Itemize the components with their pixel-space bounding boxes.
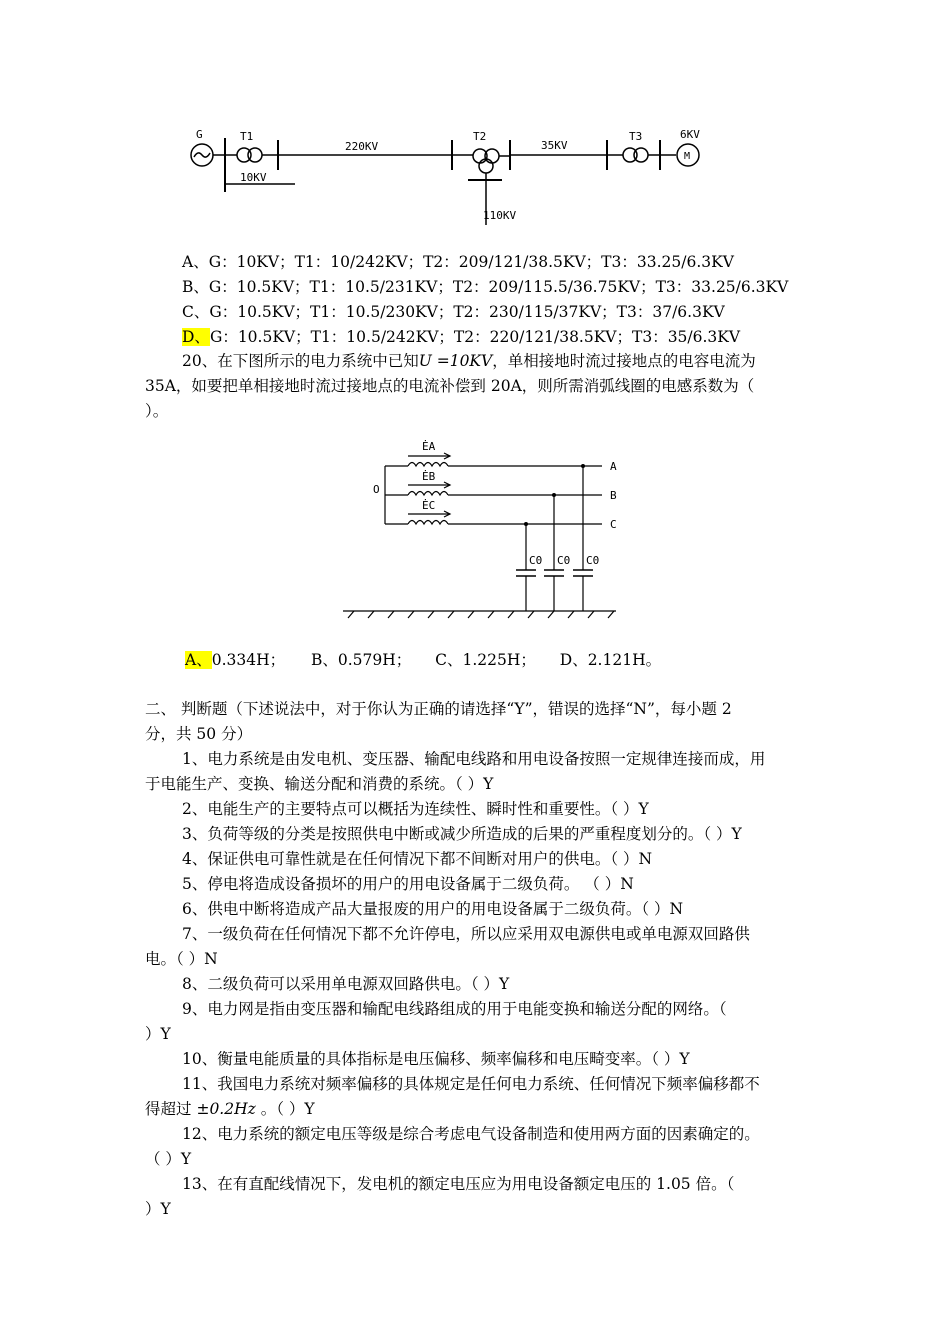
judgement-13-line-1: 13、在有直配线情况下，发电机的额定电压应为用电设备额定电压的 1.05 倍。（: [182, 1175, 735, 1193]
transformer-t1-icon: [237, 148, 251, 162]
label-c0-3: C0: [586, 554, 600, 567]
option-letter: C、: [182, 303, 210, 321]
q20-option-a-text: 0.334H；: [211, 651, 286, 669]
label-t3: T3: [629, 130, 643, 143]
label-m: M: [684, 151, 691, 162]
judgement-8: 8、二级负荷可以采用单电源双回路供电。（ ）Y: [182, 975, 510, 993]
judgement-12-line-1: 12、电力系统的额定电压等级是综合考虑电气设备制造和使用两方面的因素确定的。: [182, 1125, 760, 1143]
label-110kv: 110KV: [483, 209, 517, 222]
transformer-t3-icon: [623, 148, 637, 162]
label-o: O: [373, 483, 380, 496]
option-text: G：10.5KV；T1：10.5/230KV；T2：230/115/37KV；T3：37/6.3KV: [209, 303, 725, 321]
option-letter: B、: [182, 278, 209, 296]
judgement-9-line-2: ）Y: [145, 1025, 171, 1043]
q20-option-a-letter: A、: [185, 651, 212, 669]
judgement-9-line-1: 9、电力网是指由变压器和输配电线路组成的用于电能变换和输送分配的网络。（: [182, 1000, 727, 1018]
judgement-11-line-2: [145, 1099, 315, 1119]
option-letter-highlight: D、: [182, 328, 210, 346]
q20-text: 20、在下图所示的电力系统中已知: [182, 352, 419, 370]
judgement-12-line-2: （ ）Y: [145, 1150, 192, 1168]
label-10kv: 10KV: [240, 171, 267, 184]
judgement-11-text: 得超过: [145, 1100, 192, 1118]
label-t2: T2: [473, 130, 487, 143]
label-phase-c: C: [610, 518, 617, 531]
label-g: G: [196, 128, 203, 141]
judgement-11-text: 。（ ）Y: [260, 1100, 315, 1118]
judgement-10: 10、衡量电能质量的具体指标是电压偏移、频率偏移和电压畸变率。（ ）Y: [182, 1050, 690, 1068]
label-ec: ĖC: [422, 499, 436, 512]
judgement-11-formula: ±0.2Hz: [196, 1100, 256, 1118]
q20-line-2: 35A，如要把单相接地时流过接地点的电流补偿到 20A，则所需消弧线圈的电感系数为（: [145, 377, 755, 395]
option-text: G：10KV；T1：10/242KV；T2：209/121/38.5KV；T3：33.25/6.3KV: [208, 253, 734, 271]
option-text: G：10.5KV；T1：10.5/231KV；T2：209/115.5/36.75KV；T3：33.25/6.3KV: [208, 278, 789, 296]
judgement-5: 5、停电将造成设备损坏的用户的用电设备属于二级负荷。 （ ）N: [182, 875, 634, 893]
q20-option-d: D、2.121H。: [559, 651, 662, 669]
label-35kv: 35KV: [541, 139, 568, 152]
q20-formula: U =10KV: [418, 352, 493, 370]
section-2-title-line-2: 分，共 50 分）: [145, 725, 253, 743]
label-c0-1: C0: [529, 554, 543, 567]
q20-options: [185, 650, 661, 670]
judgement-1-line-1: 1、电力系统是由发电机、变压器、输配电线路和用电设备按照一定规律连接而成，用: [182, 750, 766, 768]
judgement-6: 6、供电中断将造成产品大量报废的用户的用电设备属于二级负荷。（ ）N: [182, 900, 684, 918]
q19-option-c: [182, 302, 725, 322]
judgement-7-line-2: 电。（ ）N: [145, 950, 218, 968]
q19-option-a: [182, 252, 734, 272]
label-t1: T1: [240, 130, 254, 143]
judgement-13-line-2: ）Y: [145, 1200, 171, 1218]
q20-option-b: B、0.579H；: [310, 651, 412, 669]
q20-line-3: ）。: [145, 402, 169, 420]
label-ea: ĖA: [422, 440, 436, 453]
label-phase-b: B: [610, 489, 617, 502]
judgement-11-line-1: 11、我国电力系统对频率偏移的具体规定是任何电力系统、任何情况下频率偏移都不: [182, 1075, 760, 1093]
q19-option-d: [182, 327, 740, 347]
judgement-1-line-2: 于电能生产、变换、输送分配和消费的系统。（ ）Y: [145, 775, 494, 793]
label-220kv: 220KV: [345, 140, 379, 153]
q20-line-1: [182, 351, 756, 371]
option-letter: A、: [182, 253, 209, 271]
q20-text: ，单相接地时流过接地点的电容电流为: [492, 352, 756, 370]
power-system-diagram: [180, 120, 720, 230]
section-2-title-line-1: 二、 判断题（下述说法中，对于你认为正确的请选择“Y”，错误的选择“N”，每小题 2: [145, 700, 732, 718]
judgement-4: 4、保证供电可靠性就是在任何情况下都不间断对用户的供电。（ ）N: [182, 850, 653, 868]
label-eb: ĖB: [422, 470, 436, 483]
q20-option-c: C、1.225H；: [435, 651, 536, 669]
label-c0-2: C0: [557, 554, 571, 567]
option-text: G：10.5KV；T1：10.5/242KV；T2：220/121/38.5KV；T3：35/6.3KV: [209, 328, 741, 346]
circuit-diagram: [340, 430, 640, 630]
label-phase-a: A: [610, 460, 617, 473]
judgement-3: 3、负荷等级的分类是按照供电中断或减少所造成的后果的严重程度划分的。（ ）Y: [182, 825, 742, 843]
q19-option-b: [182, 277, 788, 297]
judgement-7-line-1: 7、一级负荷在任何情况下都不允许停电，所以应采用双电源供电或单电源双回路供: [182, 925, 750, 943]
judgement-2: 2、电能生产的主要特点可以概括为连续性、瞬时性和重要性。（ ）Y: [182, 800, 649, 818]
label-6kv: 6KV: [680, 128, 700, 141]
